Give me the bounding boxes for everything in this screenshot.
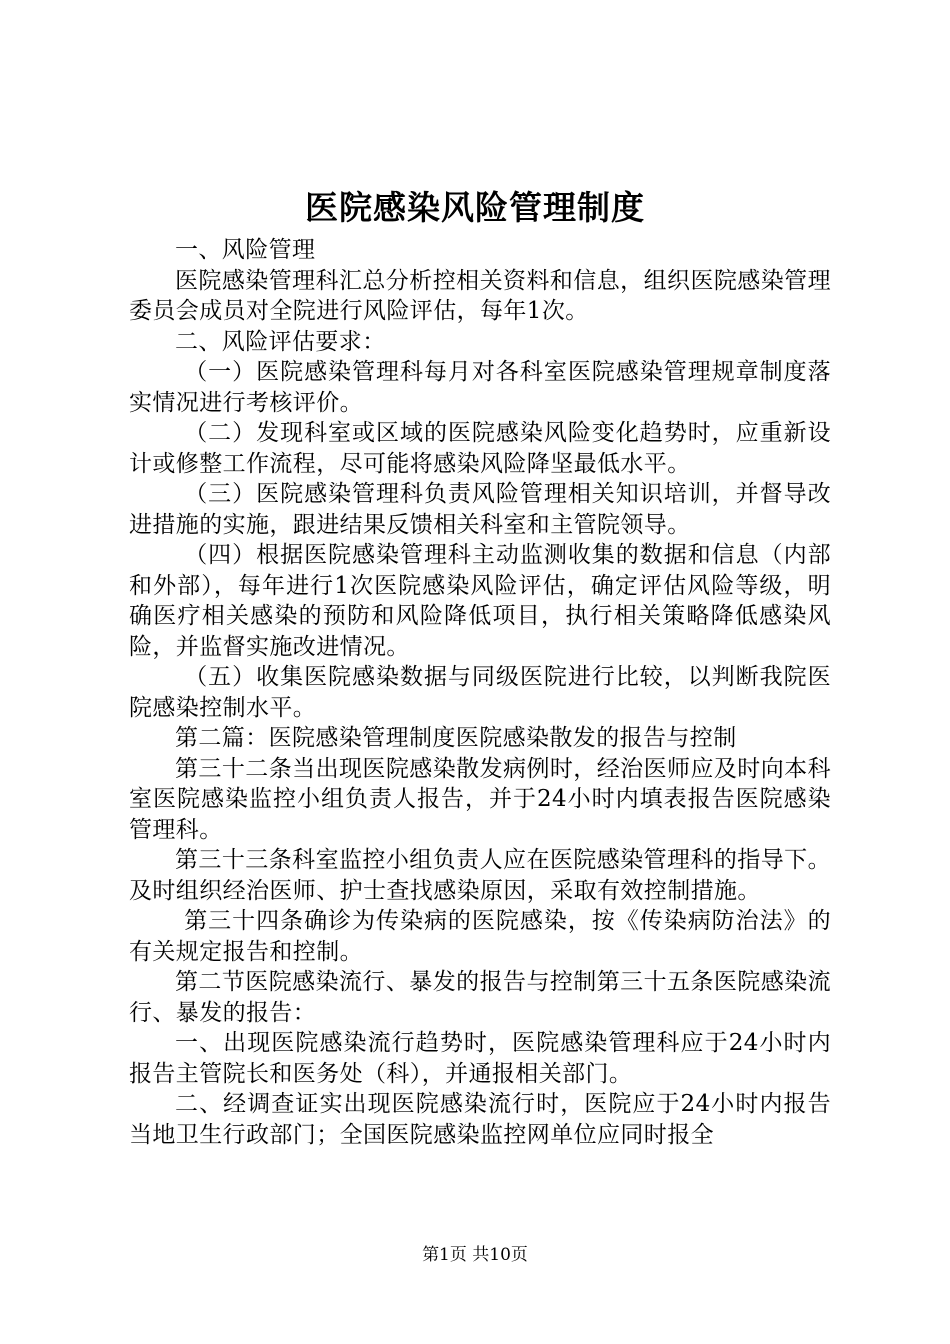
page-number: 第1页 <box>422 1245 467 1265</box>
list-item: 一、出现医院感染流行趋势时，医院感染管理科应于24小时内报告主管院长和医务处（科），并通报相关部门。 <box>129 1030 831 1087</box>
article-paragraph: 第三十四条确诊为传染病的医院感染，按《传染病防治法》的有关规定报告和控制。 <box>129 908 831 965</box>
page-total: 共10页 <box>472 1245 528 1265</box>
article-paragraph: 第三十二条当出现医院感染散发病例时，经治医师应及时向本科室医院感染监控小组负责人报告，并于24小时内填表报告医院感染管理科。 <box>129 755 831 843</box>
article-paragraph: 第二节医院感染流行、暴发的报告与控制第三十五条医院感染流行、暴发的报告： <box>129 969 831 1026</box>
list-item: （四）根据医院感染管理科主动监测收集的数据和信息（内部和外部），每年进行1次医院感染风险评估，确定评估风险等级，明确医疗相关感染的预防和风险降低项目，执行相关策略降低感染风险，并监督实施改进情况。 <box>129 542 831 660</box>
page-footer <box>0 1243 950 1267</box>
section-heading-assessment: 二、风险评估要求： <box>175 328 386 355</box>
list-item: （二）发现科室或区域的医院感染风险变化趋势时，应重新设计或修整工作流程，尽可能将感染风险降坚最低水平。 <box>129 420 831 477</box>
list-item: （一）医院感染管理科每月对各科室医院感染管理规章制度落实情况进行考核评价。 <box>129 359 831 416</box>
document-title: 医院感染风险管理制度 <box>305 188 645 227</box>
article-paragraph: 第三十三条科室监控小组负责人应在医院感染管理科的指导下。及时组织经治医师、护士查找感染原因，采取有效控制措施。 <box>129 847 831 904</box>
chapter-heading: 第二篇：医院感染管理制度医院感染散发的报告与控制 <box>175 725 737 751</box>
document-body <box>129 235 831 1150</box>
list-item: （三）医院感染管理科负责风险管理相关知识培训，并督导改进措施的实施，跟进结果反馈相关科室和主管院领导。 <box>129 481 831 538</box>
section-heading-risk-management: 一、风险管理 <box>175 237 316 263</box>
list-item: 二、经调查证实出现医院感染流行时，医院应于24小时内报告当地卫生行政部门；全国医院感染监控网单位应同时报全 <box>129 1091 831 1148</box>
paragraph: 医院感染管理科汇总分析控相关资料和信息，组织医院感染管理委员会成员对全院进行风险评估，每年1次。 <box>129 267 831 324</box>
list-item: （五）收集医院感染数据与同级医院进行比较，以判断我院医院感染控制水平。 <box>129 664 831 721</box>
